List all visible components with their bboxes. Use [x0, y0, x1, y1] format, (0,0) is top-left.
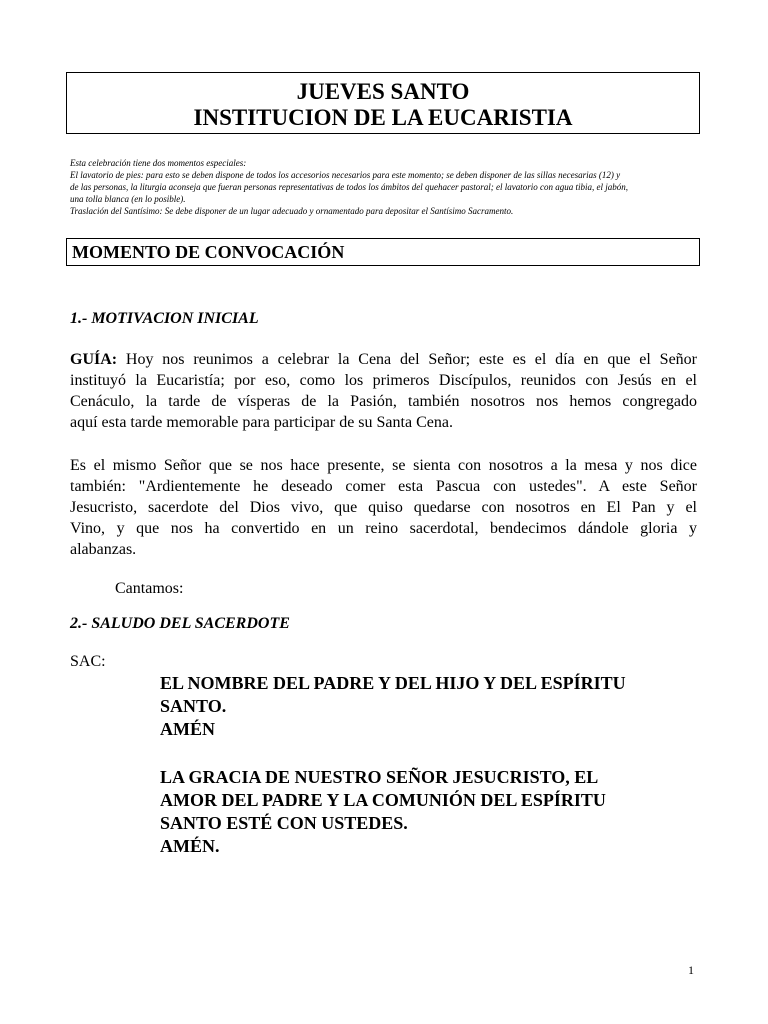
note-line: de las personas, la liturgia aconseja que fueran personas representativas de todos los ámbitos del quehacer pastoral; el lavatorio con agua tibia, el jabón,: [70, 182, 628, 192]
note-line: Traslación del Santísimo: Se debe disponer de un lugar adecuado y ornamentado para depositar el Santísimo Sacramento.: [70, 206, 514, 216]
page-number: 1: [688, 963, 694, 977]
greeting-line: AMÉN: [160, 719, 215, 739]
greeting-line: EL NOMBRE DEL PADRE Y DEL HIJO Y DEL ESPÍRITU: [160, 673, 626, 693]
greeting-line: SANTO.: [160, 696, 227, 716]
paragraph-line: Jesucristo, sacerdote del Dios vivo, que quiso quedarse con nosotros en El Pan y el: [70, 499, 697, 516]
preparation-notes: [70, 157, 700, 217]
greeting-grace: [160, 766, 700, 858]
heading-saludo-sacerdote: 2.- SALUDO DEL SACERDOTE: [70, 615, 290, 632]
paragraph-line: también: "Ardientemente he deseado comer esta Pascua con ustedes". A este Señor: [70, 478, 697, 495]
paragraph-line: Es el mismo Señor que se nos hace presente, se sienta con nosotros a la mesa y nos dice: [70, 457, 697, 474]
cantamos-label: Cantamos:: [115, 580, 184, 597]
guia-paragraph: [70, 349, 697, 433]
title-line-1: JUEVES SANTO: [296, 79, 470, 104]
guia-label: GUÍA:: [70, 351, 118, 368]
greeting-line: LA GRACIA DE NUESTRO SEÑOR JESUCRISTO, EL: [160, 767, 599, 787]
section-title: MOMENTO DE CONVOCACIÓN: [66, 238, 700, 266]
title-box: [66, 72, 700, 134]
note-line: una tolla blanca (en lo posible).: [70, 194, 186, 204]
sac-label: SAC:: [70, 653, 106, 670]
paragraph-line: aquí esta tarde memorable para participar de su Santa Cena.: [70, 414, 453, 431]
paragraph-line: alabanzas.: [70, 541, 137, 558]
note-line: El lavatorio de pies: para esto se deben dispone de todos los accesorios necesarios para este momento; se deben disponer de las sillas necesarias (12) y: [70, 170, 621, 180]
greeting-line: AMOR DEL PADRE Y LA COMUNIÓN DEL ESPÍRITU: [160, 790, 606, 810]
paragraph-line: Cenáculo, la tarde de vísperas de la Pasión, también nosotros nos hemos congregado: [70, 393, 697, 410]
greeting-name-of-father: [160, 672, 700, 741]
lord-present-paragraph: [70, 455, 697, 560]
paragraph-line: Vino, y que nos ha convertido en un reino sacerdotal, bendecimos dándole gloria y: [70, 520, 697, 537]
note-line: Esta celebración tiene dos momentos especiales:: [70, 158, 247, 168]
paragraph-text: Hoy nos reunimos a celebrar la Cena del Señor; este es el día en que el Señor: [117, 351, 697, 368]
greeting-line: SANTO ESTÉ CON USTEDES.: [160, 813, 408, 833]
paragraph-line: instituyó la Eucaristía; por eso, como los primeros Discípulos, reunidos con Jesús en el: [70, 372, 697, 389]
heading-motivacion-inicial: 1.- MOTIVACION INICIAL: [70, 310, 259, 327]
title-line-2: INSTITUCION DE LA EUCARISTIA: [193, 105, 573, 130]
paragraph-line: [70, 349, 697, 370]
greeting-line: AMÉN.: [160, 836, 220, 856]
